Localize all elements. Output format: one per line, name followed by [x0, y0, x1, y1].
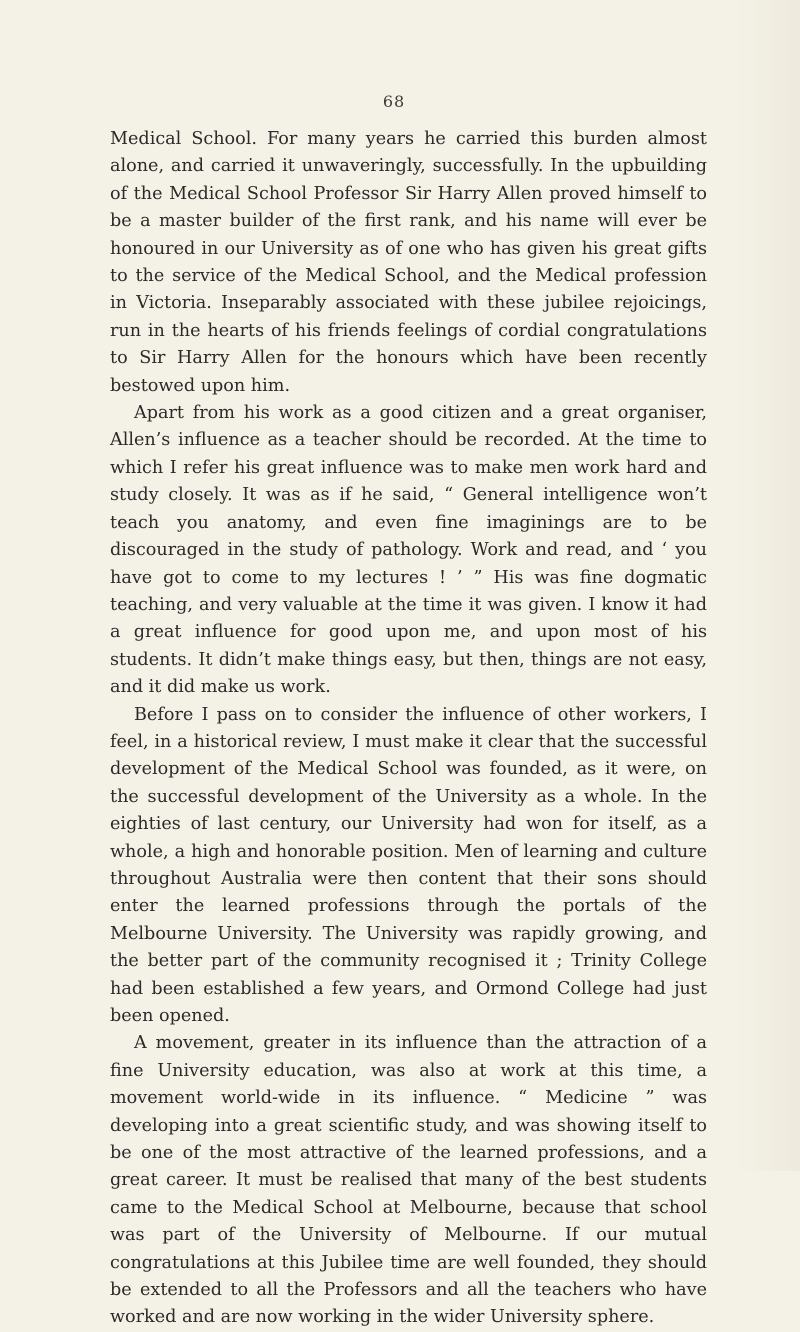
paragraph-1: Medical School. For many years he carried this burden almost alone, and carried it unwaveringly, successfully. In the upbuilding of the Medical School Professor Sir Harry Allen proved himself to be a master builder of the first rank, and his name will ever be honoured in our University as of one who has given his great gifts to the service of the Medical School, and the Medical profession in Victoria. Inseparably associated with these jubilee rejoicings, run in the hearts of his friends feelings of cordial congratulations to Sir Harry Allen for the honours which have been recently bestowed upon him.: [110, 129, 707, 396]
paragraph-2: Apart from his work as a good citizen and a great organiser, Allen’s influence as a teacher should be recorded. At the time to which I refer his great influence was to make men work hard and study closely. It was as if he said, “ General intelligence won’t teach you anatomy, and even fine imaginings are to be discouraged in the study of pathology. Work and read, and ‘ you have got to come to my lectures ! ’ ” His was fine dogmatic teaching, and very valuable at the time it was given. I know it had a great influence for good upon me, and upon most of his students. It didn’t make things easy, but then, things are not easy, and it did make us work.: [110, 403, 707, 698]
page-number: 68: [382, 92, 406, 111]
paragraph-3: Before I pass on to consider the influence of other workers, I feel, in a historical review, I must make it clear that the successful development of the Medical School was founded, as it were, on the successful development of the University as a whole. In the eighties of last century, our University had won for itself, as a whole, a high and honorable position. Men of learning and culture throughout Australia were then content that their sons should enter the learned professions through the portals of the Melbourne University. The University was rapidly growing, and the better part of the community recognised it ; Trinity College had been established a few years, and Ormond College had just been opened.: [110, 704, 707, 1026]
paragraph-4: A movement, greater in its influence than the attraction of a fine University education, was also at work at this time, a movement world-wide in its influence. “ Medicine ” was developing into a great scientific study, and was showing itself to be one of the most attractive of the learned professions, and a great career. It must be realised that many of the best students came to the Medical School at Melbourne, because that school was part of the University of Melbourne. If our mutual congratulations at this Jubilee time are well founded, they should be extended to all the Professors and all the teachers who have worked and are now working in the wider University sphere.: [110, 1033, 707, 1328]
body-text: [110, 126, 707, 1332]
